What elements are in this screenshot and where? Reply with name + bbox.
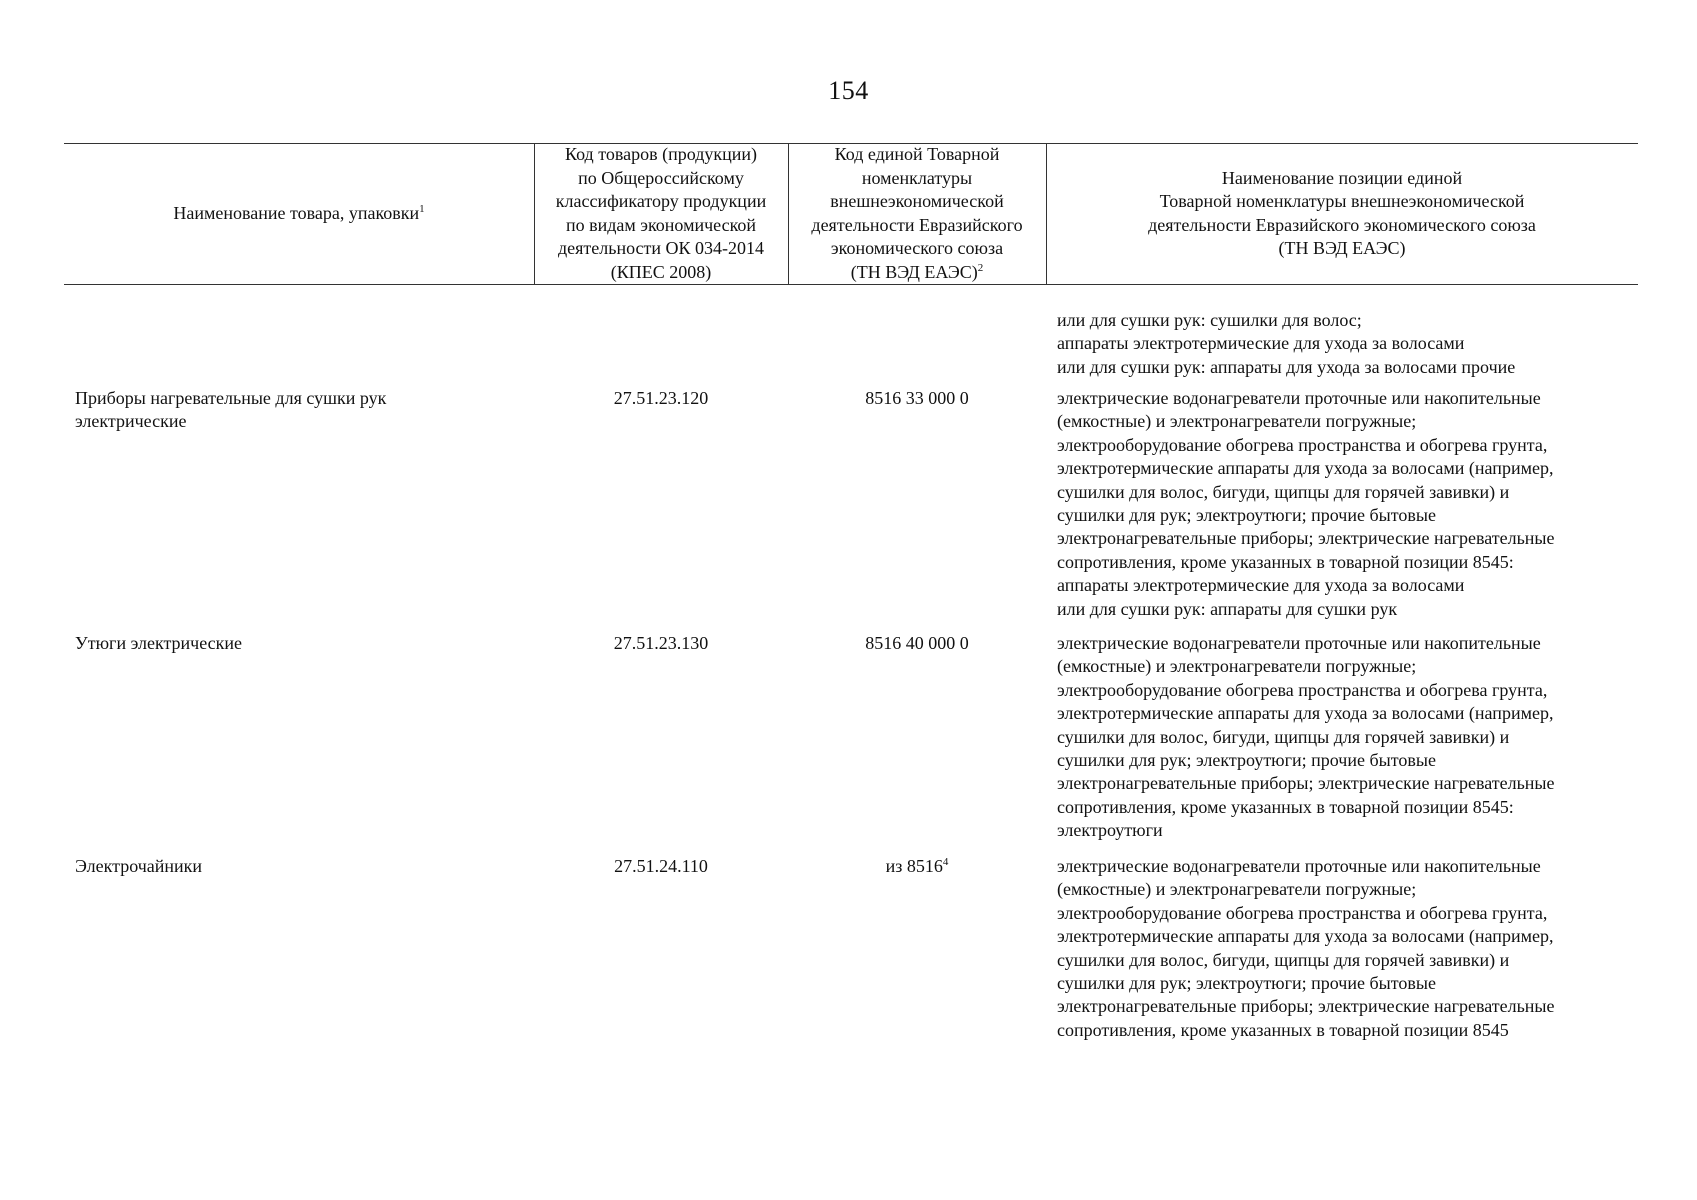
row-description: электрические водонагреватели проточные или накопительные (емкостные) и электронагреватели погружные; электрооборудование обогрева пространства и обогрева грунта, электротермические аппараты для ухода за волосами (например, сушилки для волос, бигуди, щипцы для горячей завивки) и сушилки для рук; электроутюги; прочие бытовые электронагревательные приборы; электрические нагревательные сопротивления, кроме указанных в товарной позиции 8545: электроутюги	[1057, 633, 1555, 841]
footnote-marker: 1	[419, 202, 425, 215]
header-tnved-label: Код единой Товарной номенклатуры внешнеэкономической деятельности Евразийского экономического союза (ТН ВЭД ЕАЭС)	[811, 144, 1023, 282]
continuation-description: или для сушки рук: сушилки для волос; аппараты электротермические для ухода за волосами или для сушки рук: аппараты для ухода за волосами прочие	[1057, 310, 1516, 377]
header-bottom-rule	[64, 284, 1638, 285]
row-tnved-code: 8516 40 000 0	[865, 633, 969, 653]
header-description	[1046, 143, 1638, 284]
row-name: Приборы нагревательные для сушки рук электрические	[75, 388, 387, 432]
row-okpd-code: 27.51.23.120	[613, 388, 709, 408]
header-okpd	[534, 143, 788, 284]
row-description: электрические водонагреватели проточные или накопительные (емкостные) и электронагреватели погружные; электрооборудование обогрева пространства и обогрева грунта, электротермические аппараты для ухода за волосами (например, сушилки для волос, бигуди, щипцы для горячей завивки) и сушилки для рук; электроутюги; прочие бытовые электронагревательные приборы; электрические нагревательные сопротивления, кроме указанных в товарной позиции 8545	[1057, 856, 1555, 1040]
page-number: 154	[828, 76, 869, 105]
header-name-label: Наименование товара, упаковки	[173, 202, 420, 223]
row-name: Утюги электрические	[75, 633, 243, 653]
header-okpd-label: Код товаров (продукции) по Общероссийскому классификатору продукции по видам экономической деятельности ОК 034-2014 (КПЕС 2008)	[555, 144, 767, 282]
row-tnved-text: из 8516	[885, 856, 943, 876]
header-tnved	[788, 143, 1046, 284]
row-okpd-code: 27.51.24.110	[614, 856, 708, 876]
footnote-marker: 4	[942, 856, 949, 868]
row-description: электрические водонагреватели проточные или накопительные (емкостные) и электронагреватели погружные; электрооборудование обогрева пространства и обогрева грунта, электротермические аппараты для ухода за волосами (например, сушилки для волос, бигуди, щипцы для горячей завивки) и сушилки для рук; электроутюги; прочие бытовые электронагревательные приборы; электрические нагревательные сопротивления, кроме указанных в товарной позиции 8545: аппараты электротермические для ухода за волосами или для сушки рук: аппараты для сушки рук	[1057, 388, 1555, 619]
row-tnved-code: 8516 33 000 0	[865, 388, 969, 408]
row-okpd-code: 27.51.23.130	[613, 633, 709, 653]
row-name: Электрочайники	[75, 856, 203, 876]
row-tnved-code	[788, 855, 1046, 878]
footnote-marker: 2	[977, 261, 984, 274]
header-description-label: Наименование позиции единой Товарной номенклатуры внешнеэкономической деятельности Евразийского экономического союза (ТН ВЭД ЕАЭС)	[1148, 167, 1536, 258]
header-name	[64, 143, 534, 284]
